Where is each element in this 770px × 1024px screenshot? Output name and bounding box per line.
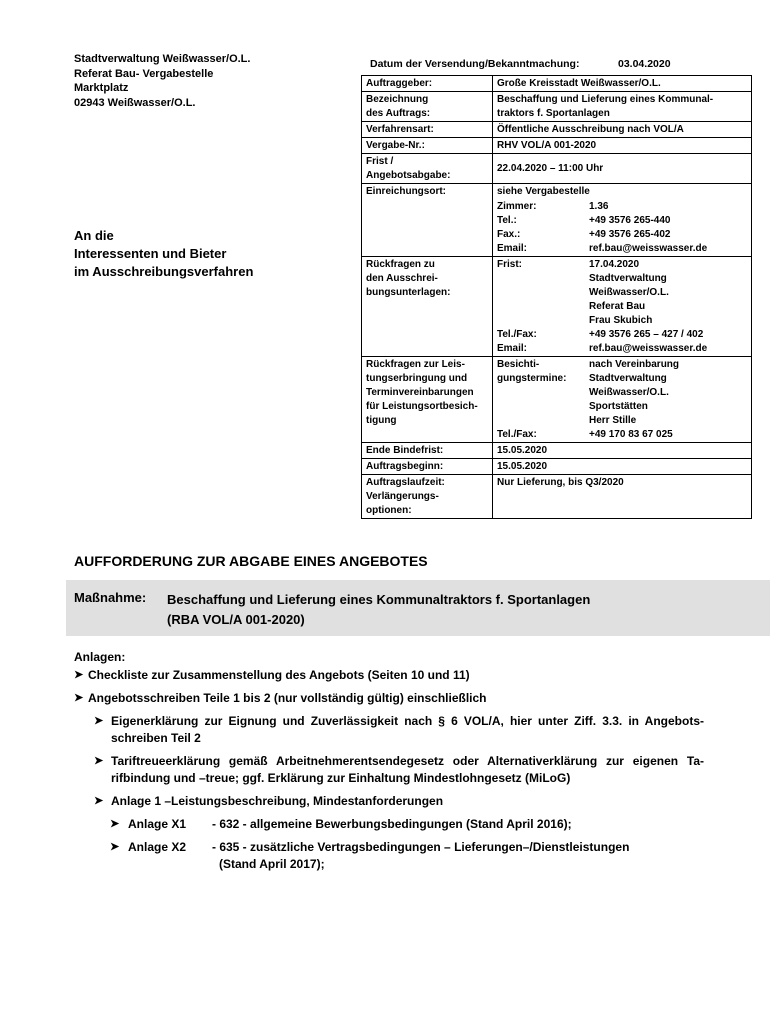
arrowhead-bullet-icon: ➤ [94,795,104,807]
attachment-desc: - 632 - allgemeine Bewerbungsbedingungen (Stand April 2016); [212,817,572,831]
arrowhead-bullet-icon: ➤ [110,818,120,830]
row-value [493,257,752,357]
grid-value: 1.36 [589,201,609,212]
list-item [94,713,704,747]
list-item-text: Checkliste zur Zusammenstellung des Angebots (Seiten 10 und 11) [88,668,470,682]
arrowhead-bullet-icon: ➤ [110,841,120,853]
row-value [493,184,752,257]
row-value: 22.04.2020 – 11:00 Uhr [493,154,752,184]
table-row [362,184,752,257]
row-label [362,257,493,357]
arrowhead-bullet-icon: ➤ [74,692,84,704]
attachment-name: Anlage X1 [128,817,187,831]
row-label: Auftraggeber: [362,76,493,92]
list-item-text: Tariftreueerklärung gemäß Arbeitnehmerentsendegesetz oder Alternativerklärung zur eigenen Ta-rifbindung und –treue; ggf. Erklärung zur Einhaltung Mindestlohngesetz (MiLoG) [111,754,704,785]
grid-key: Email: [497,243,528,254]
grid-value: Stadtverwaltung [589,273,667,284]
sender-line: Referat Bau- Vergabestelle [74,67,214,80]
measure-line: (RBA VOL/A 001-2020) [167,612,305,627]
arrowhead-bullet-icon: ➤ [94,755,104,767]
label-line: Angebotsabgabe: [366,170,451,181]
addressee-line: An die [74,228,114,243]
row-label: Ende Bindefrist: [362,443,493,459]
grid-key [497,400,589,414]
list-item-text: Angebotsschreiben Teile 1 bis 2 (nur vollständig gültig) einschließlich [88,691,487,705]
grid-key [497,314,589,328]
row-value: RHV VOL/A 001-2020 [493,138,752,154]
grid-key: Frist: [497,259,522,270]
grid-key: Tel./Fax: [497,429,537,440]
table-row [362,138,752,154]
grid-value: +49 3576 265-440 [589,215,671,226]
addressee-line: im Ausschreibungsverfahren [74,264,254,279]
value-line: Beschaffung und Lieferung eines Kommunal- [497,94,714,105]
contact-grid [497,200,746,256]
table-row [362,122,752,138]
measure-label: Maßnahme: [74,590,147,605]
row-value: 15.05.2020 [493,443,752,459]
label-line: Verlängerungs- [366,491,439,502]
grid-value: +49 170 83 67 025 [589,429,673,440]
label-line: Bezeichnung [366,94,429,105]
row-value: Öffentliche Ausschreibung nach VOL/A [493,122,752,138]
row-label: Auftragsbeginn: [362,459,493,475]
grid-value: Referat Bau [589,301,646,312]
list-item [94,793,704,810]
row-value [493,92,752,122]
grid-value: Sportstätten [589,401,648,412]
list-item [110,839,704,873]
table-row [362,357,752,443]
grid-key [497,386,589,400]
attachments-label: Anlagen: [74,650,126,664]
grid-value: Weißwasser/O.L. [589,287,669,298]
attachments-list [74,649,704,879]
row-label [362,92,493,122]
list-item [74,690,704,707]
attachment-desc-cont: (Stand April 2017); [219,857,325,871]
arrowhead-bullet-icon: ➤ [74,669,84,681]
row-value: 15.05.2020 [493,459,752,475]
grid-key: Tel./Fax: [497,329,537,340]
addressee [74,227,253,281]
table-row [362,443,752,459]
grid-key: Fax.: [497,229,521,240]
label-line: für Leistungsortbesich- [366,401,478,412]
row-value: Große Kreisstadt Weißwasser/O.L. [493,76,752,92]
contact-grid [497,358,746,442]
dispatch-date-label: Datum der Versendung/Bekanntmachung: [370,58,580,70]
grid-value: Weißwasser/O.L. [589,387,669,398]
table-row [362,475,752,519]
row-label [362,357,493,443]
label-line: Frist / [366,156,394,167]
grid-value: +49 3576 265 – 427 / 402 [589,329,704,340]
value-line: siehe Vergabestelle [497,186,590,197]
row-label: Verfahrensart: [362,122,493,138]
addressee-line: Interessenten und Bieter [74,246,227,261]
label-line: tungserbringung und [366,373,468,384]
table-row [362,257,752,357]
value-line: traktors f. Sportanlagen [497,108,610,119]
measure-box [66,580,770,636]
grid-value: Frau Skubich [589,315,653,326]
label-line: des Auftrags: [366,108,431,119]
grid-key: Zimmer: [497,201,537,212]
contact-grid [497,258,746,356]
label-line: den Ausschrei- [366,273,438,284]
grid-key [497,414,589,428]
sender-line: 02943 Weißwasser/O.L. [74,96,196,109]
grid-key: Besichti- [497,359,540,370]
table-row [362,92,752,122]
list-item [94,753,704,787]
row-label: Einreichungsort: [362,184,493,257]
dispatch-date [370,58,671,70]
row-label: Vergabe-Nr.: [362,138,493,154]
grid-key [497,272,589,286]
table-row [362,459,752,475]
label-line: Rückfragen zur Leis- [366,359,465,370]
sender-address [74,52,250,110]
row-value: Nur Lieferung, bis Q3/2020 [493,475,752,519]
table-row [362,154,752,184]
label-line: Rückfragen zu [366,259,435,270]
grid-value: ref.bau@weisswasser.de [589,243,708,254]
page-heading: AUFFORDERUNG ZUR ABGABE EINES ANGEBOTES [74,553,428,569]
list-item [74,667,704,684]
grid-key [497,300,589,314]
attachment-desc: - 635 - zusätzliche Vertragsbedingungen – Lieferungen–/Dienstleistungen [212,840,630,854]
grid-key: Email: [497,343,528,354]
label-line: Auftragslaufzeit: [366,477,445,488]
grid-value: ref.bau@weisswasser.de [589,343,708,354]
grid-key: Tel.: [497,215,517,226]
grid-value: Stadtverwaltung [589,373,667,384]
label-line: optionen: [366,505,412,516]
sender-line: Stadtverwaltung Weißwasser/O.L. [74,53,251,65]
dispatch-date-value: 03.04.2020 [618,58,671,70]
label-line: Terminvereinbarungen [366,387,474,398]
measure-line: Beschaffung und Lieferung eines Kommunaltraktors f. Sportanlagen [167,592,591,607]
list-item [110,816,704,833]
list-item-text: Anlage 1 –Leistungsbeschreibung, Mindestanforderungen [111,794,444,808]
attachment-name: Anlage X2 [128,840,187,854]
label-line: bungsunterlagen: [366,287,451,298]
grid-key: gungstermine: [497,373,567,384]
grid-value: 17.04.2020 [589,259,640,270]
contract-info-table [361,75,752,519]
row-value [493,357,752,443]
row-label [362,154,493,184]
grid-value: nach Vereinbarung [589,359,680,370]
sender-line: Marktplatz [74,82,129,94]
table-row [362,76,752,92]
arrowhead-bullet-icon: ➤ [94,715,104,727]
label-line: tigung [366,415,397,426]
grid-value: Herr Stille [589,415,637,426]
grid-key [497,286,589,300]
measure-text [167,590,590,630]
row-label [362,475,493,519]
grid-value: +49 3576 265-402 [589,229,671,240]
list-item-text: Eigenerklärung zur Eignung und Zuverlässigkeit nach § 6 VOL/A, hier unter Ziff. 3.3. in Angebots-schreiben Teil 2 [111,714,704,745]
